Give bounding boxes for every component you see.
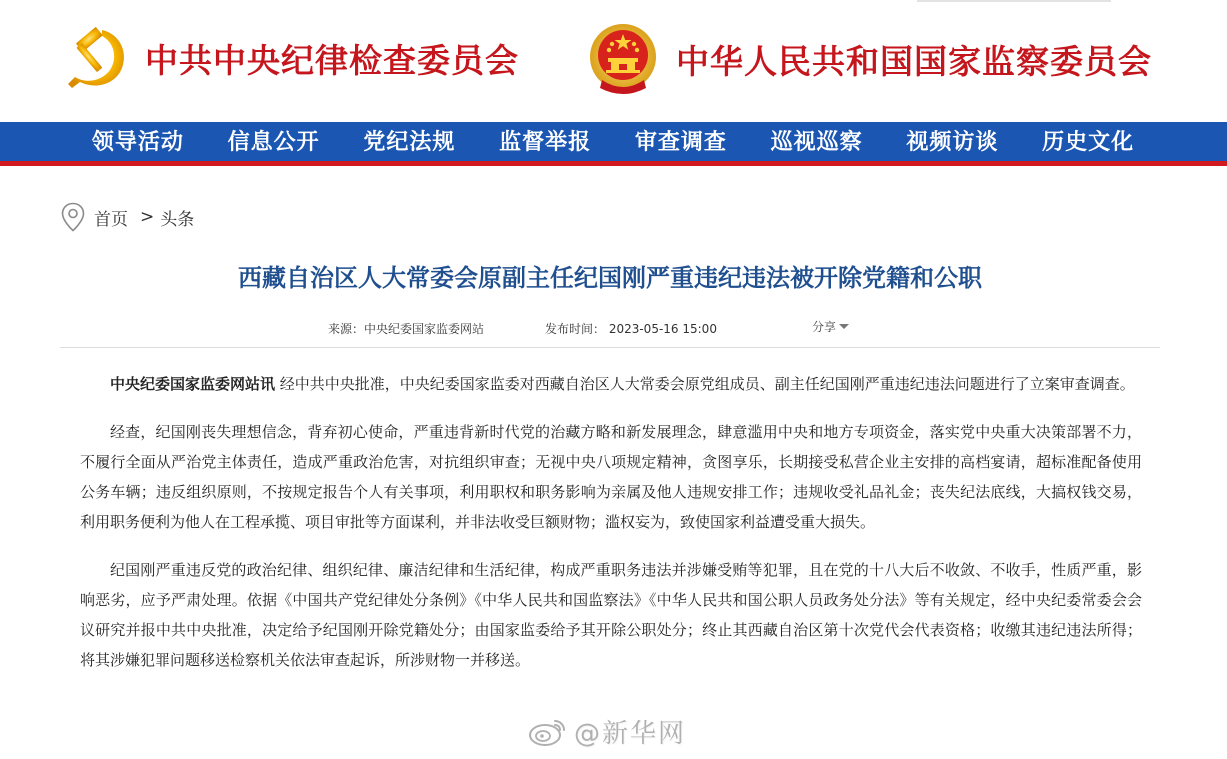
- breadcrumb: [60, 202, 194, 232]
- watermark-text: @新华网: [574, 718, 687, 749]
- location-pin-icon: [60, 202, 86, 232]
- article-paragraph-text: 纪国刚严重违反党的政治纪律、组织纪律、廉洁纪律和生活纪律，构成严重职务违法并涉嫌受贿等犯罪，且在党的十八大后不收敛、不收手，性质严重，影响恶劣，应予严肃处理。依据《中国共产党纪律处分条例》《中华人民共和国监察法》《中华人民共和国公职人员政务处分法》等有关规定，经中央纪委常委会会议研究并报中共中央批准，决定给予纪国刚开除党籍处分；由国家监委给予其开除公职处分；终止其西藏自治区第十次党代会代表资格；收缴其违纪违法所得；将其涉嫌犯罪问题移送检察机关依法审查起诉，所涉财物一并移送。: [80, 561, 1142, 669]
- article-paragraph: [80, 555, 1142, 675]
- cpc-ccdi-brand[interactable]: [62, 24, 519, 92]
- nav-item-history-culture[interactable]: 历史文化: [1042, 129, 1135, 155]
- cpc-ccdi-title: 中共中央纪律检查委员会: [145, 40, 519, 80]
- meta-divider: [60, 347, 1160, 348]
- nav-item-supervision-report[interactable]: 监督举报: [499, 129, 592, 155]
- nav-item-video-interviews[interactable]: 视频访谈: [906, 129, 999, 155]
- nsc-brand[interactable]: [588, 22, 1152, 96]
- nav-item-investigation[interactable]: 审查调查: [634, 129, 727, 155]
- site-header: [0, 0, 1227, 122]
- article-publish-time: 发布时间： 2023-05-16 15:00: [545, 322, 717, 336]
- article-title: 西藏自治区人大常委会原副主任纪国刚严重违纪违法被开除党籍和公职: [238, 264, 982, 292]
- watermark: [528, 714, 686, 748]
- article-paragraph-text: 经中共中央批准，中央纪委国家监委对西藏自治区人大常委会原党组成员、副主任纪国刚严重违纪违法问题进行了立案审查调查。: [275, 375, 1135, 393]
- article-body: [80, 369, 1142, 693]
- main-nav-items: [70, 122, 1156, 161]
- article-meta: [60, 318, 1160, 336]
- article-paragraph-text: 经查，纪国刚丧失理想信念，背弃初心使命，严重违背新时代党的治藏方略和新发展理念，肆意滥用中央和地方专项资金，落实党中央重大决策部署不力，不履行全面从严治党主体责任，造成严重政治危害，对抗组织审查；无视中央八项规定精神，贪图享乐，长期接受私营企业主安排的高档宴请，超标准配备使用公务车辆；违反组织原则，不按规定报告个人有关事项，利用职权和职务影响为亲属及他人违规安排工作；违规收受礼品礼金；丧失纪法底线，大搞权钱交易，利用职务便利为他人在工程承揽、项目审批等方面谋利，并非法收受巨额财物；滥权妄为，致使国家利益遭受重大损失。: [80, 423, 1142, 531]
- breadcrumb-separator: >: [140, 207, 155, 227]
- nsc-title: 中华人民共和国国家监察委员会: [676, 41, 1152, 81]
- breadcrumb-current[interactable]: 头条: [160, 209, 195, 230]
- weibo-icon: [528, 715, 568, 747]
- article-source: 来源：中央纪委国家监委网站: [328, 322, 485, 336]
- chevron-down-icon: [839, 324, 849, 329]
- article-lead: 中央纪委国家监委网站讯: [110, 375, 276, 393]
- article-paragraph: [80, 369, 1142, 399]
- nav-item-inspection[interactable]: 巡视巡察: [770, 129, 863, 155]
- nav-item-info-disclosure[interactable]: 信息公开: [227, 129, 320, 155]
- header-top-line: [917, 0, 1111, 2]
- nav-item-regulations[interactable]: 党纪法规: [363, 129, 456, 155]
- hammer-sickle-icon: [62, 24, 130, 92]
- national-emblem-icon: [588, 22, 658, 96]
- share-button[interactable]: [812, 318, 849, 335]
- share-label: 分享: [812, 320, 837, 334]
- nav-item-leadership[interactable]: 领导活动: [91, 129, 184, 155]
- article-paragraph: [80, 417, 1142, 537]
- main-nav: [0, 122, 1227, 166]
- breadcrumb-home[interactable]: 首页: [94, 209, 128, 230]
